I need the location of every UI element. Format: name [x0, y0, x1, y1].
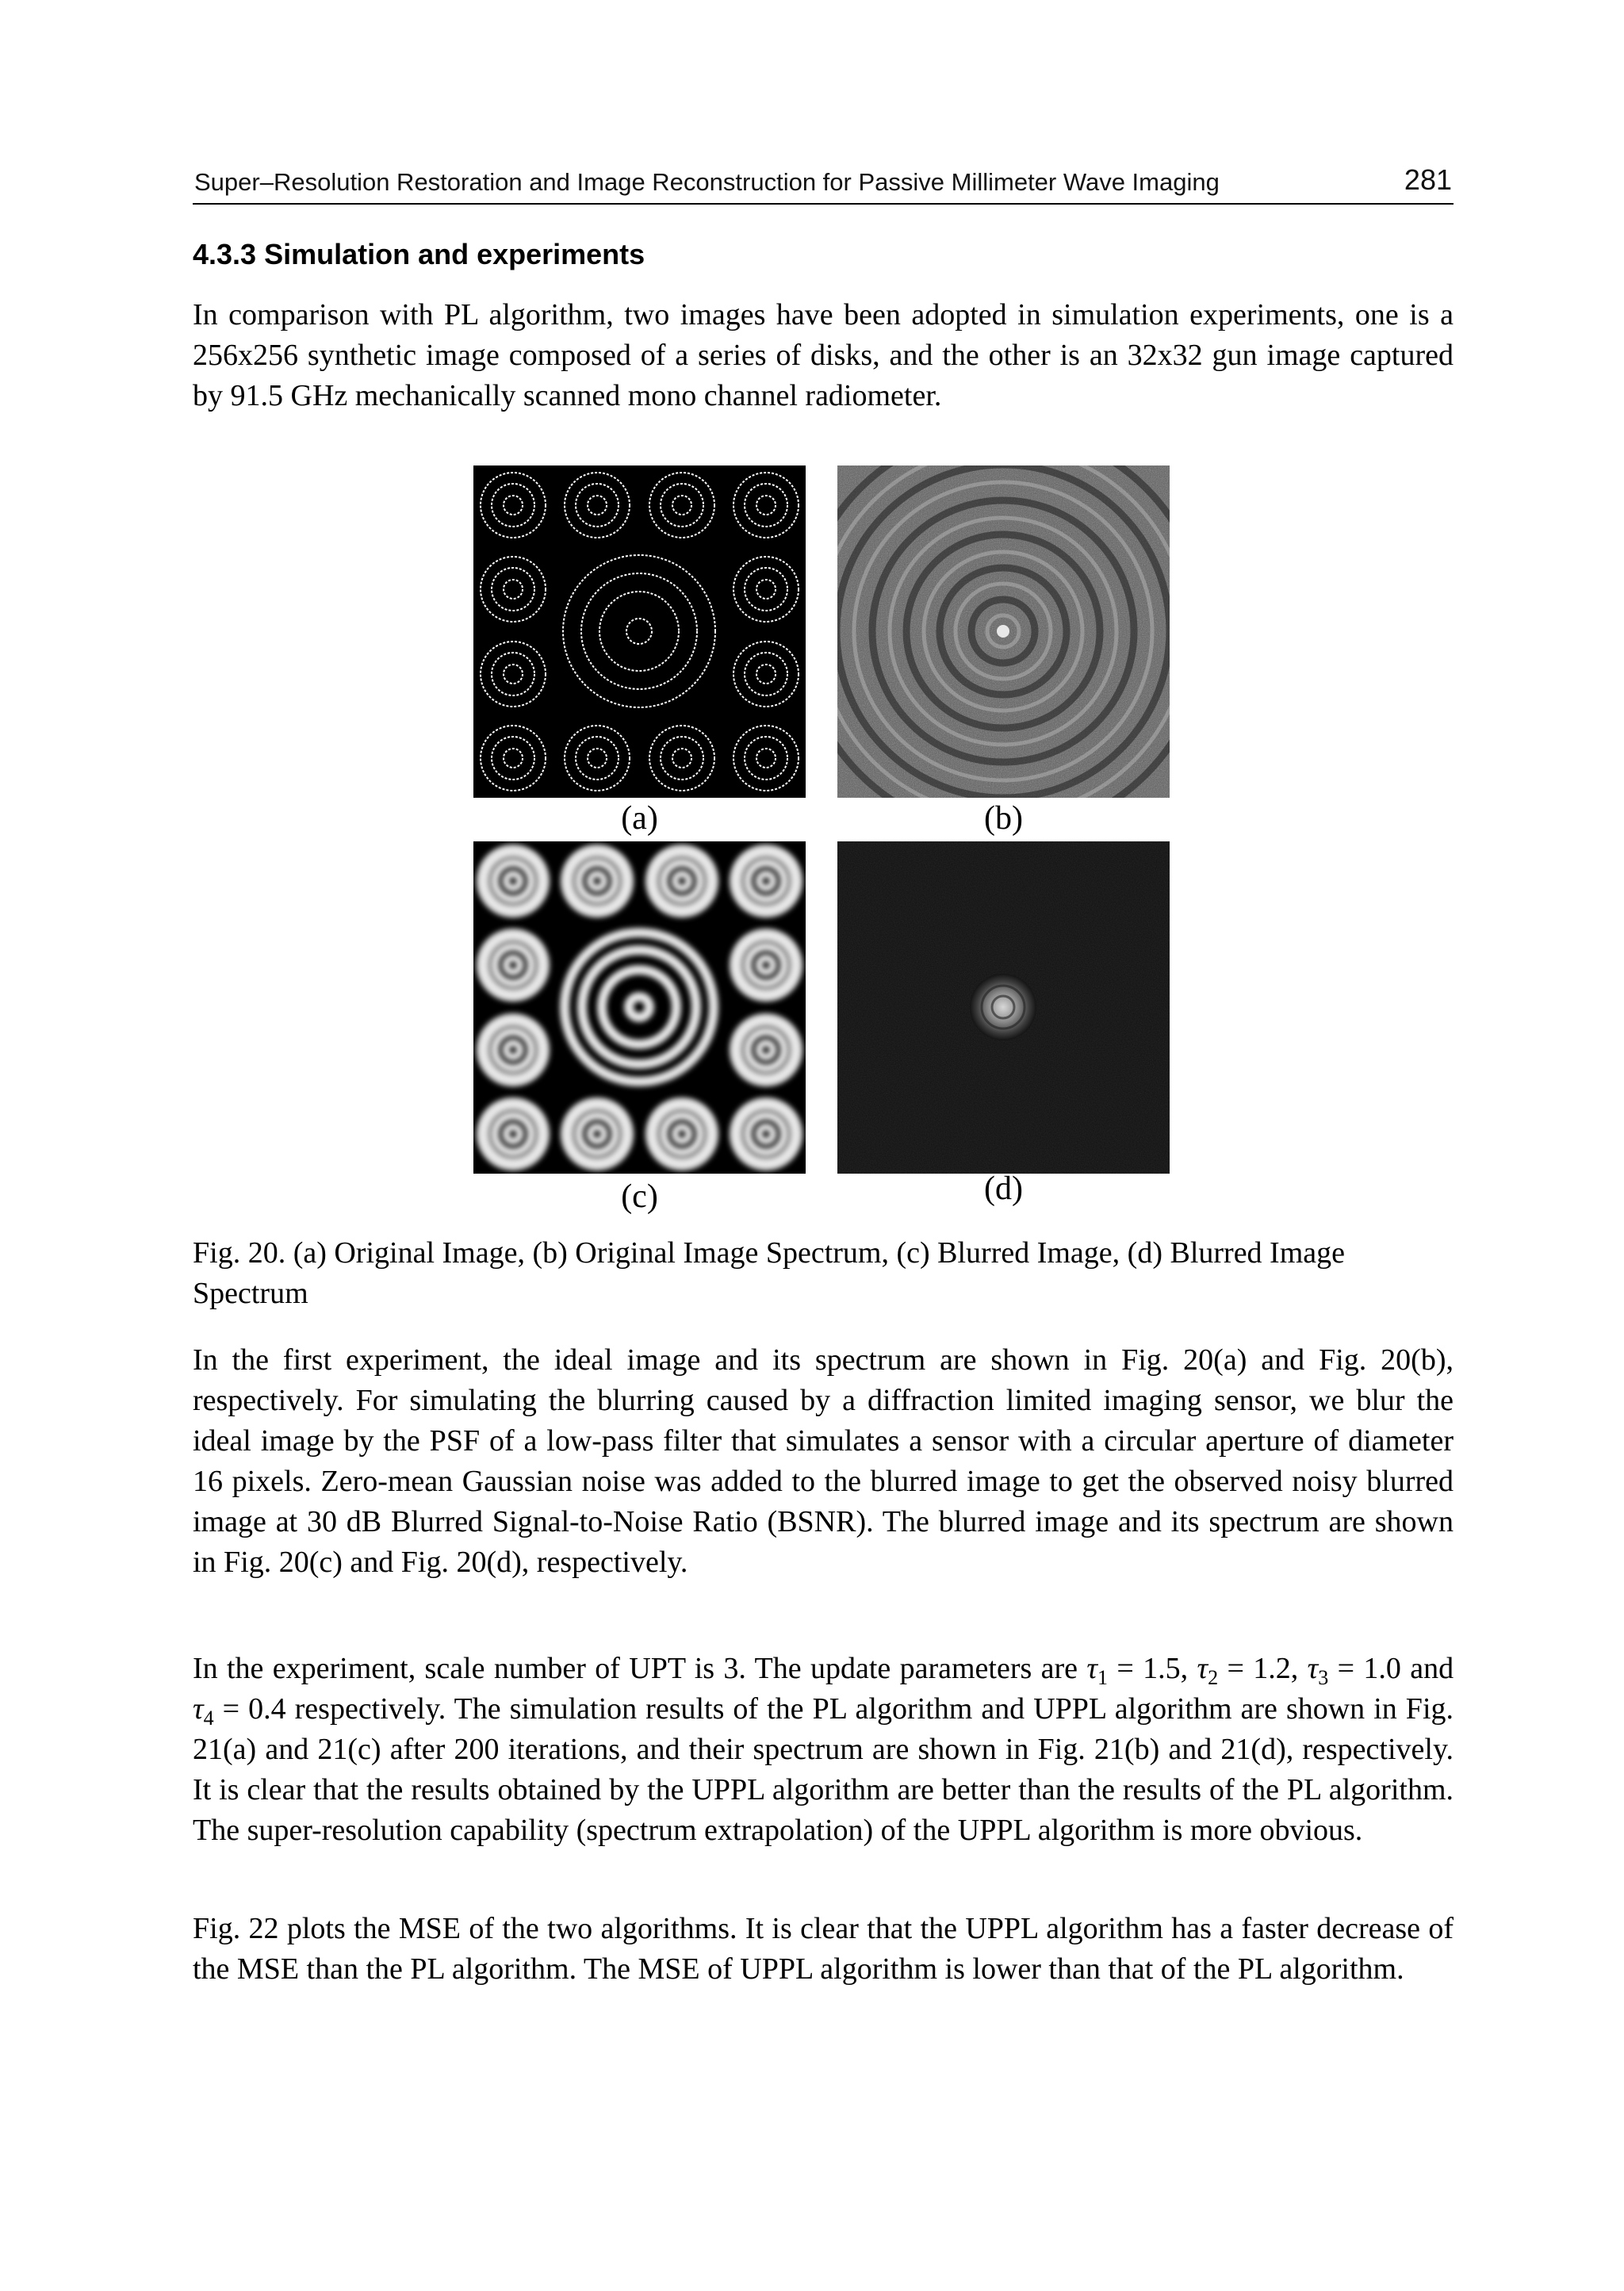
panel-label-c: (c): [621, 1178, 658, 1215]
figure-panel-b-original-spectrum: [837, 465, 1170, 798]
panel-label-d: (d): [984, 1170, 1023, 1207]
parameters-paragraph: In the experiment, scale number of UPT is 3. The update parameters are $\tau_1 = 1.5$, $\tau_2 = 1.2$, $\tau_3 = 1.0$ and $\tau_4 = 0.4$ respectively. The simulation results of the PL algorithm and UPPL algorithm are shown in Fig. 21(a) and 21(c) after 200 iterations, and their spectrum are shown in Fig. 21(b) and 21(d), respectively. It is clear that the results obtained by the UPPL algorithm are better than the results of the PL algorithm. The super-resolution capability (spectrum extrapolation) of the UPPL algorithm is more obvious.: [193, 1652, 1454, 1847]
params-lead: In the experiment, scale number of UPT is 3. The update parameters are: [193, 1652, 1078, 1685]
intro-paragraph: In comparison with PL algorithm, two images have been adopted in simulation experiments, one is a 256x256 synthetic image composed of a series of disks, and the other is an 32x32 gun image captured by 91.5 GHz mechanically scanned mono channel radiometer.: [193, 298, 1454, 412]
tau1-equation: $\tau_1 = 1.5$: [1086, 1652, 1181, 1689]
figure-caption: Fig. 20. (a) Original Image, (b) Original Image Spectrum, (c) Blurred Image, (d) Blurred Image Spectrum: [193, 1236, 1345, 1310]
page-number: 281: [1404, 163, 1452, 196]
figure-panel-c-blurred-image: [473, 841, 806, 1174]
params-rest: respectively. The simulation results of the PL algorithm and UPPL algorithm are shown in Fig. 21(a) and 21(c) after 200 iterations, and their spectrum are shown in Fig. 21(b) and 21(d), respectively. It is clear that the results obtained by the UPPL algorithm are better than the results of the PL algorithm. The super-resolution capability (spectrum extrapolation) of the UPPL algorithm is more obvious.: [193, 1692, 1454, 1847]
first-experiment-paragraph: In the first experiment, the ideal image and its spectrum are shown in Fig. 20(a) and Fig. 20(b), respectively. For simulating the blurring caused by a diffraction limited imaging sensor, we blur the ideal image by the PSF of a low-pass filter that simulates a sensor with a circular aperture of diameter 16 pixels. Zero-mean Gaussian noise was added to the blurred image to get the observed noisy blurred image at 30 dB Blurred Signal-to-Noise Ratio (BSNR). The blurred image and its spectrum are shown in Fig. 20(c) and Fig. 20(d), respectively.: [193, 1343, 1454, 1579]
panel-label-a: (a): [621, 800, 658, 837]
section-heading: 4.3.3 Simulation and experiments: [193, 238, 645, 270]
figure-panel-d-blurred-spectrum: [837, 841, 1170, 1174]
running-header: [193, 159, 1454, 205]
tau3-equation: $\tau_3 = 1.0$: [1307, 1652, 1401, 1689]
panel-label-b: (b): [984, 800, 1023, 837]
mse-paragraph: Fig. 22 plots the MSE of the two algorithms. It is clear that the UPPL algorithm has a faster decrease of the MSE than the PL algorithm. The MSE of UPPL algorithm is lower than that of the PL algorithm.: [193, 1912, 1454, 1986]
running-title: Super–Resolution Restoration and Image Reconstruction for Passive Millimeter Wave Imaging: [194, 168, 1220, 196]
tau4-equation: $\tau_4 = 0.4$: [193, 1692, 286, 1730]
figure-panel-a-original-image: [473, 465, 806, 798]
tau2-equation: $\tau_2 = 1.2$: [1197, 1652, 1291, 1689]
